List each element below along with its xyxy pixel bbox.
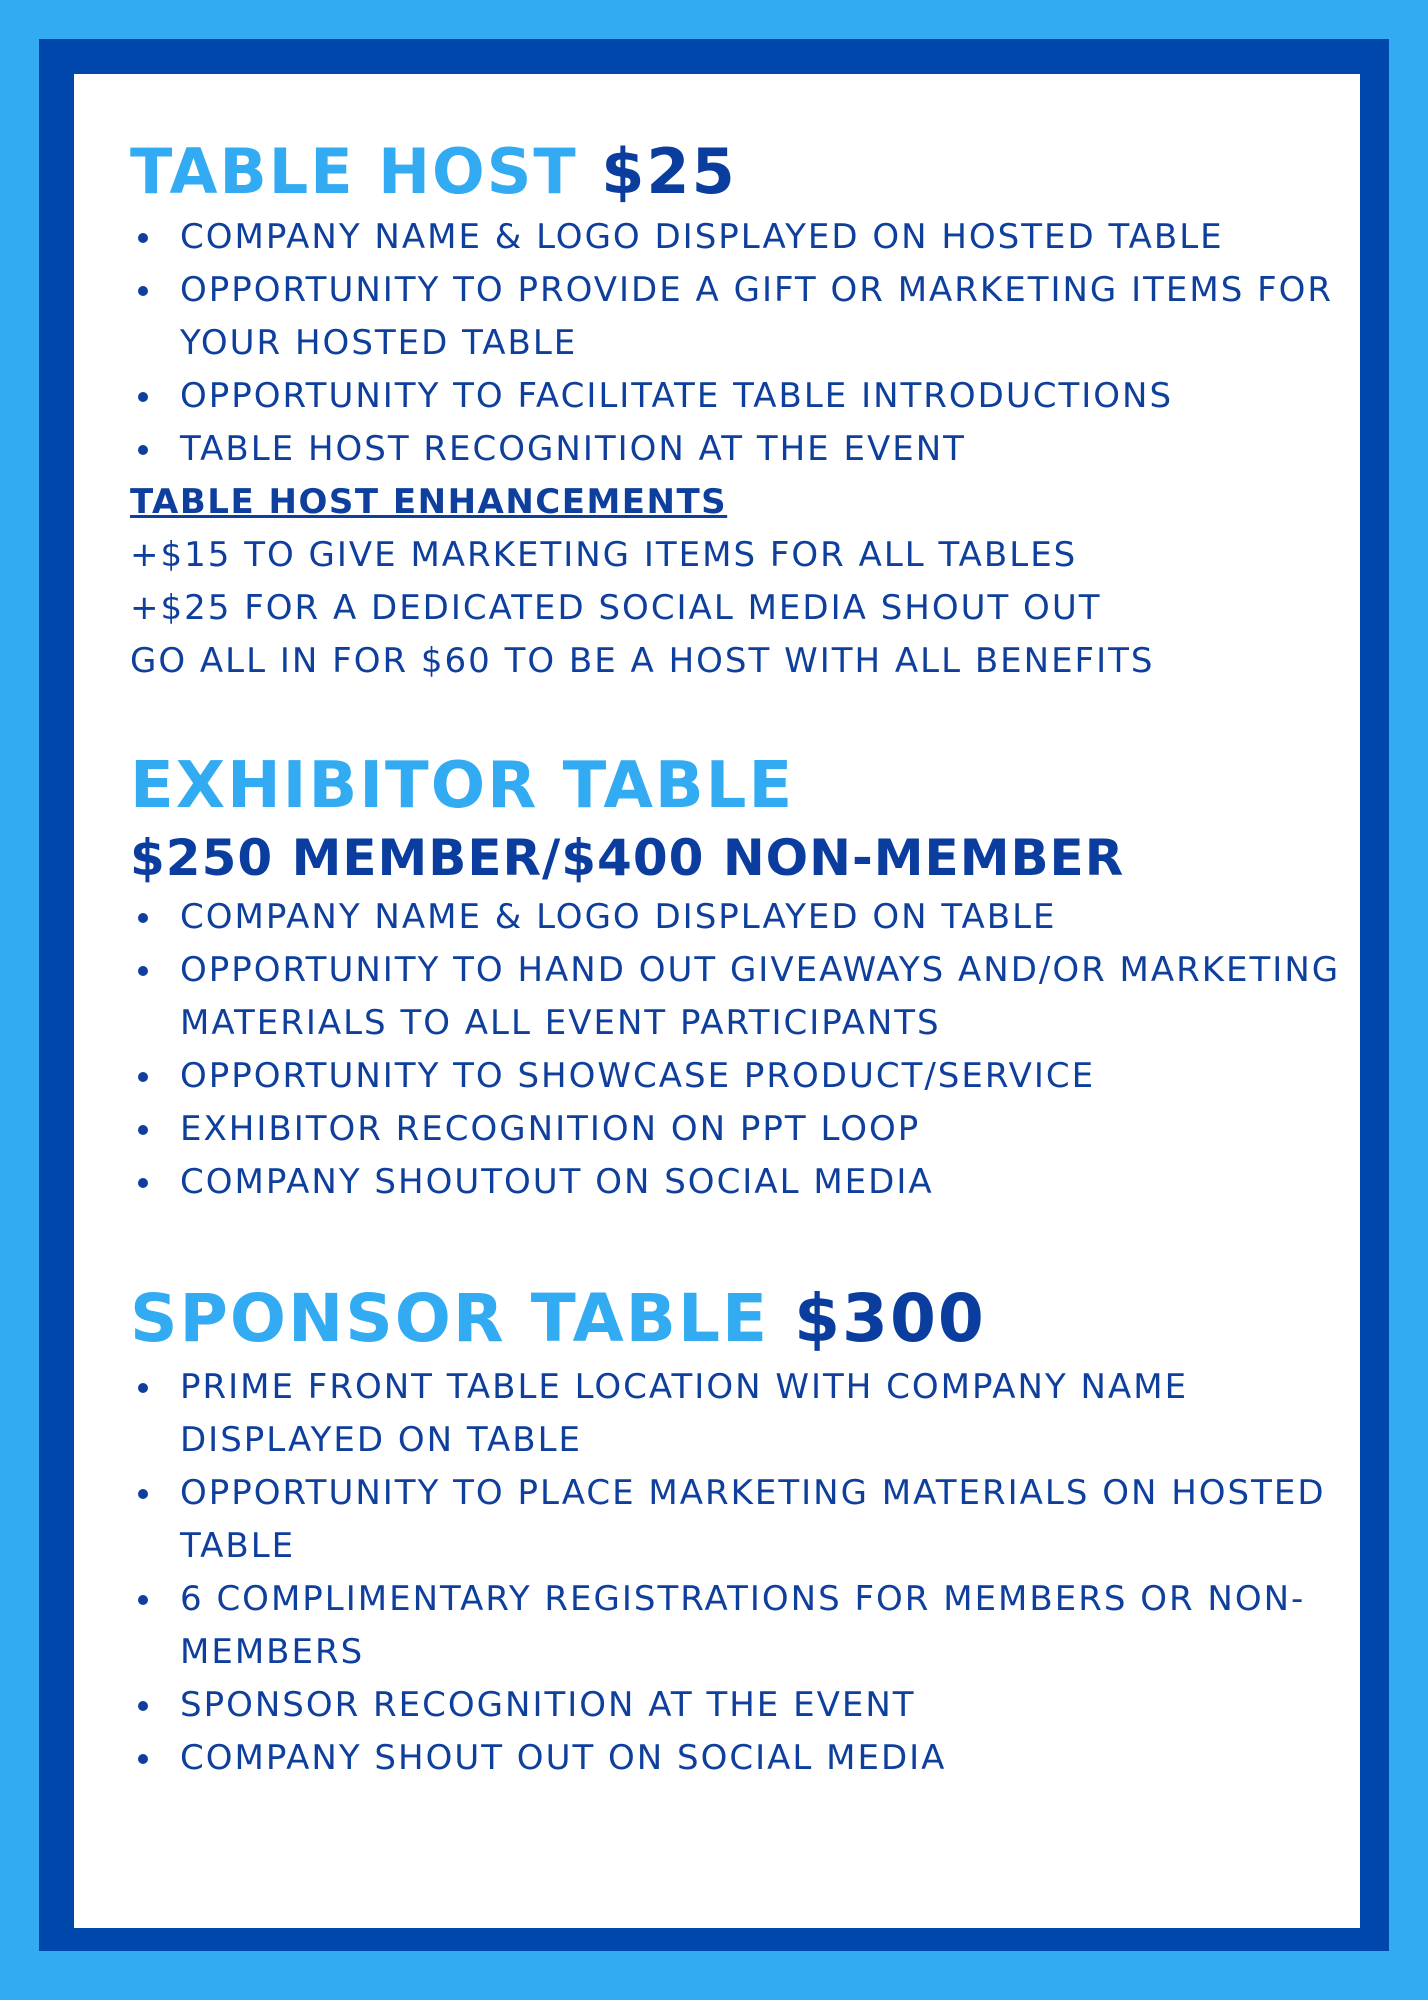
list-item [130, 891, 1350, 944]
bullet-icon [138, 1701, 148, 1711]
benefit-text: PRIME FRONT TABLE LOCATION WITH COMPANY NAME DISPLAYED ON TABLE [180, 1367, 1189, 1461]
table-host-section [130, 136, 1350, 688]
benefit-text: COMPANY NAME & LOGO DISPLAYED ON TABLE [180, 897, 1057, 938]
benefit-text: EXHIBITOR RECOGNITION ON PPT LOOP [180, 1109, 921, 1150]
bullet-icon [138, 1754, 148, 1764]
benefit-text: OPPORTUNITY TO HAND OUT GIVEAWAYS AND/OR MARKETING MATERIALS TO ALL EVENT PARTICIPANTS [180, 950, 1341, 1044]
bullet-icon [138, 966, 148, 976]
list-item [130, 423, 1350, 476]
bullet-icon [138, 913, 148, 923]
enhancement-line: +$25 FOR A DEDICATED SOCIAL MEDIA SHOUT OUT [130, 588, 1102, 629]
list-item [130, 1467, 1350, 1573]
bullet-icon [138, 233, 148, 243]
exhibitor-price: $250 MEMBER/$400 NON-MEMBER [130, 828, 1125, 887]
benefit-text: OPPORTUNITY TO SHOWCASE PRODUCT/SERVICE [180, 1056, 1096, 1097]
exhibitor-title: EXHIBITOR TABLE [130, 749, 795, 824]
benefit-text: COMPANY SHOUTOUT ON SOCIAL MEDIA [180, 1162, 934, 1203]
bullet-icon [138, 286, 148, 296]
list-item [130, 1361, 1350, 1467]
bullet-icon [138, 1383, 148, 1393]
enhancement-line: +$15 TO GIVE MARKETING ITEMS FOR ALL TABLES [130, 535, 1078, 576]
bullet-icon [138, 1125, 148, 1135]
benefit-text: OPPORTUNITY TO PLACE MARKETING MATERIALS ON HOSTED TABLE [180, 1473, 1326, 1567]
benefit-text: COMPANY SHOUT OUT ON SOCIAL MEDIA [180, 1738, 947, 1779]
bullet-icon [138, 1178, 148, 1188]
sponsor-price: $300 [794, 1280, 986, 1358]
list-item [130, 370, 1350, 423]
sponsorship-content [130, 136, 1350, 1785]
list-item [130, 1573, 1350, 1679]
sponsor-section [130, 1281, 1350, 1785]
list-item [130, 944, 1350, 1050]
benefit-text: TABLE HOST RECOGNITION AT THE EVENT [180, 429, 966, 470]
benefit-text: 6 COMPLIMENTARY REGISTRATIONS FOR MEMBERS OR NON-MEMBERS [180, 1579, 1306, 1673]
sponsor-benefits [130, 1361, 1350, 1785]
table-host-price: $25 [601, 135, 737, 208]
list-item [130, 1679, 1350, 1732]
benefit-text: OPPORTUNITY TO FACILITATE TABLE INTRODUCTIONS [180, 376, 1174, 417]
list-item [130, 1732, 1350, 1785]
list-item [130, 264, 1350, 370]
sponsor-title: SPONSOR TABLE [130, 1280, 770, 1358]
bullet-icon [138, 1072, 148, 1082]
bullet-icon [138, 445, 148, 455]
table-host-title: TABLE HOST [130, 135, 578, 208]
enhancements-heading: TABLE HOST ENHANCEMENTS [130, 482, 728, 523]
bullet-icon [138, 1489, 148, 1499]
sponsor-heading [130, 1281, 1350, 1357]
bullet-icon [138, 392, 148, 402]
benefit-text: COMPANY NAME & LOGO DISPLAYED ON HOSTED TABLE [180, 217, 1224, 258]
bullet-icon [138, 1595, 148, 1605]
exhibitor-benefits [130, 891, 1350, 1209]
exhibitor-section [130, 750, 1350, 1209]
content-panel [74, 74, 1360, 1928]
enhancement-line: GO ALL IN FOR $60 TO BE A HOST WITH ALL BENEFITS [130, 641, 1155, 682]
table-host-heading [130, 136, 1350, 207]
table-host-benefits [130, 211, 1350, 476]
benefit-text: SPONSOR RECOGNITION AT THE EVENT [180, 1685, 916, 1726]
benefit-text: OPPORTUNITY TO PROVIDE A GIFT OR MARKETING ITEMS FOR YOUR HOSTED TABLE [180, 270, 1334, 364]
list-item [130, 1103, 1350, 1156]
list-item [130, 211, 1350, 264]
list-item [130, 1156, 1350, 1209]
list-item [130, 1050, 1350, 1103]
